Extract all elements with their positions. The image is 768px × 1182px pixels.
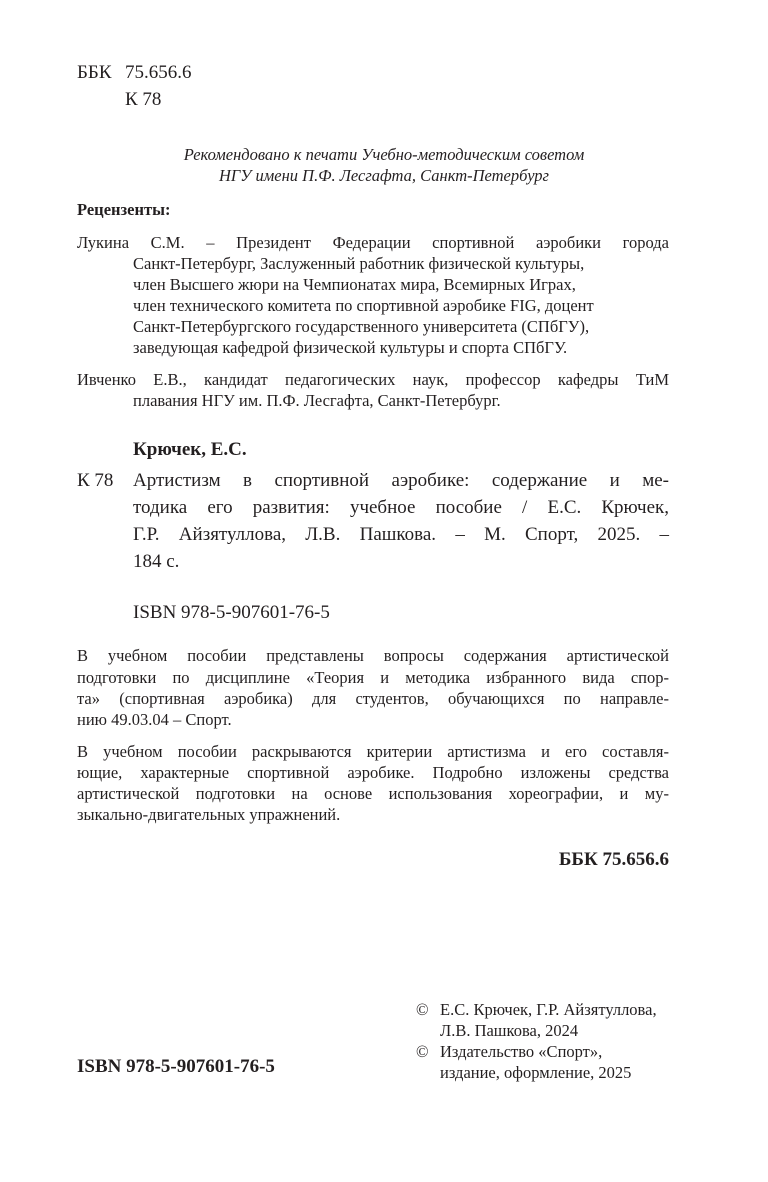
recommendation-line-1: Рекомендовано к печати Учебно-методическим советом [183,145,585,164]
annotation-line: артистической подготовки на основе использования хореографии, и му- [77,784,669,803]
reviewer-1-line: Санкт-Петербургского государственного университета (СПбГУ), [133,317,590,336]
annotation-line: В учебном пособии раскрываются критерии артистизма и его составля- [77,742,669,761]
reviewer-2-line: плавания НГУ им. П.Ф. Лесгафта, Санкт-Петербург. [133,391,501,410]
author-mark: К 78 [125,89,162,110]
catalog-author: Крючек, Е.С. [133,439,247,460]
reviewer-1-line: член Высшего жюри на Чемпионатах мира, Всемирных Играх, [133,275,576,294]
catalog-isbn: ISBN 978-5-907601-76-5 [133,602,330,623]
annotation-line: В учебном пособии представлены вопросы содержания артистической [77,646,669,665]
copyright-line: издание, оформление, 2025 [440,1063,632,1082]
catalog-mark: К 78 [77,470,114,491]
reviewer-1-line: Лукина С.М. – Президент Федерации спортивной аэробики города [77,233,669,252]
reviewer-2-line: Ивченко Е.В., кандидат педагогических наук, профессор кафедры ТиМ [77,370,669,389]
catalog-line: 184 с. [133,551,180,572]
bbk-code: 75.656.6 [125,62,192,83]
annotation-line: подготовки по дисциплине «Теория и методика избранного вида спор- [77,668,669,687]
bbk-label: ББК [77,62,112,83]
reviewer-1-line: Санкт-Петербург, Заслуженный работник физической культуры, [133,254,585,273]
annotation-line: ющие, характерные спортивной аэробике. Подробно изложены средства [77,763,669,782]
catalog-line: Артистизм в спортивной аэробике: содержание и ме- [133,470,669,491]
copyright-line: Е.С. Крючек, Г.Р. Айзятуллова, [440,1000,657,1019]
recommendation-line-2: НГУ имени П.Ф. Лесгафта, Санкт-Петербург [218,166,549,185]
reviewer-1-line: заведующая кафедрой физической культуры и спорта СПбГУ. [133,338,568,357]
reviewer-1-line: член технического комитета по спортивной аэробике FIG, доцент [133,296,594,315]
footer-isbn: ISBN 978-5-907601-76-5 [77,1056,275,1077]
bbk-final: ББК 75.656.6 [558,849,669,870]
catalog-line: тодика его развития: учебное пособие / Е.С. Крючек, [133,497,669,518]
copyright-symbol: © [416,1000,429,1019]
copyright-line: Издательство «Спорт», [440,1042,603,1061]
copyright-line: Л.В. Пашкова, 2024 [440,1021,579,1040]
annotation-line: зыкально-двигательных упражнений. [77,805,341,824]
annotation-line: нию 49.03.04 – Спорт. [77,710,232,729]
copyright-symbol: © [416,1042,429,1061]
reviewers-heading: Рецензенты: [77,200,171,219]
catalog-line: Г.Р. Айзятуллова, Л.В. Пашкова. – М. Спорт, 2025. – [133,524,669,545]
annotation-line: та» (спортивная аэробика) для студентов, обучающихся по направле- [77,689,669,708]
